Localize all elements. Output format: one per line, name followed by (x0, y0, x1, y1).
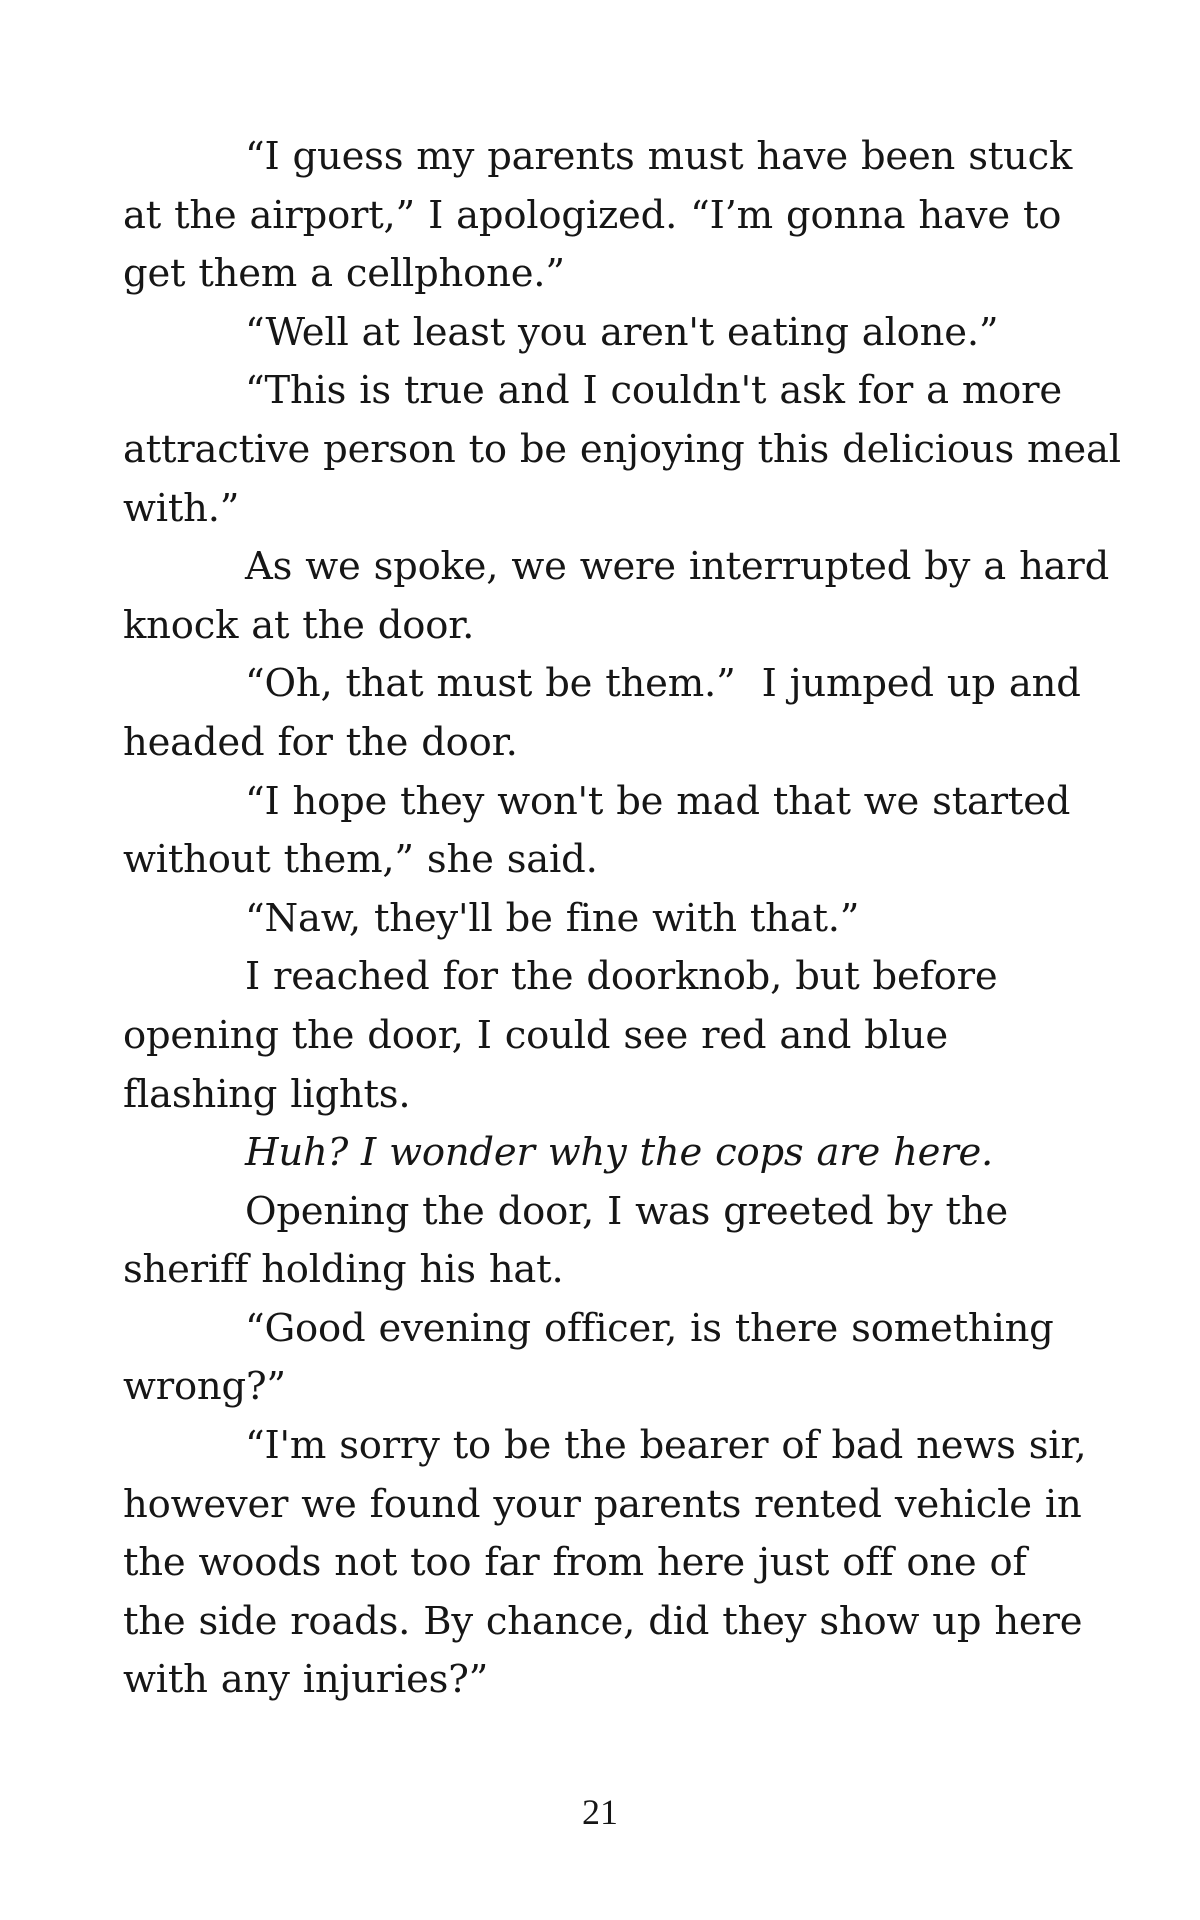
paragraph (123, 362, 1121, 538)
paragraph (123, 538, 1110, 655)
text-line: however we found your parents rented vehicle in (123, 1481, 1082, 1527)
text-line: attractive person to be enjoying this delicious meal (123, 426, 1121, 472)
text-line: flashing lights. (123, 1071, 411, 1117)
paragraph (123, 1300, 1103, 1417)
text-line: without them,” she said. (123, 837, 598, 883)
italic-thought-paragraph (123, 1124, 1103, 1183)
page-body (123, 128, 1121, 1710)
text-line: “This is true and I couldn't ask for a more (245, 368, 1062, 414)
text-line: knock at the door. (123, 602, 475, 648)
paragraph (123, 948, 1103, 1124)
paragraph (123, 1417, 1103, 1710)
paragraph (123, 890, 1103, 949)
text-line: “Naw, they'll be fine with that.” (245, 895, 860, 941)
text-line: Huh? I wonder why the cops are here. (245, 1130, 994, 1176)
paragraph (123, 1183, 1103, 1300)
text-line: “Good evening officer, is there something (245, 1305, 1054, 1351)
paragraph (123, 773, 1103, 890)
text-line: “Well at least you aren't eating alone.” (245, 309, 999, 355)
text-line: “I guess my parents must have been stuck (245, 134, 1073, 179)
text-line: at the airport,” I apologized. “I’m gonna have to (123, 192, 1062, 238)
text-line: As we spoke, we were interrupted by a hard (245, 544, 1110, 590)
paragraph (123, 655, 1103, 772)
text-line: get them a cellphone.” (123, 251, 565, 297)
text-line: the woods not too far from here just off one of (123, 1540, 1027, 1586)
text-line: the side roads. By chance, did they show up here (123, 1598, 1083, 1644)
page-number: 21 (582, 1792, 618, 1832)
text-line: Opening the door, I was greeted by the (245, 1188, 1008, 1234)
text-line: “I'm sorry to be the bearer of bad news sir, (245, 1423, 1087, 1469)
text-line: wrong?” (123, 1364, 286, 1410)
text-line: with.” (123, 485, 240, 531)
text-line: sheriff holding his hat. (123, 1247, 564, 1293)
text-line: I reached for the doorknob, but before (245, 954, 998, 1000)
text-line: “Oh, that must be them.” I jumped up and (245, 661, 1081, 707)
paragraph (123, 128, 1103, 304)
text-line: “I hope they won't be mad that we started (245, 778, 1071, 824)
text-line: opening the door, I could see red and blue (123, 1012, 948, 1058)
text-line: with any injuries?” (123, 1657, 489, 1703)
paragraph (123, 304, 1103, 363)
text-line: headed for the door. (123, 719, 518, 765)
